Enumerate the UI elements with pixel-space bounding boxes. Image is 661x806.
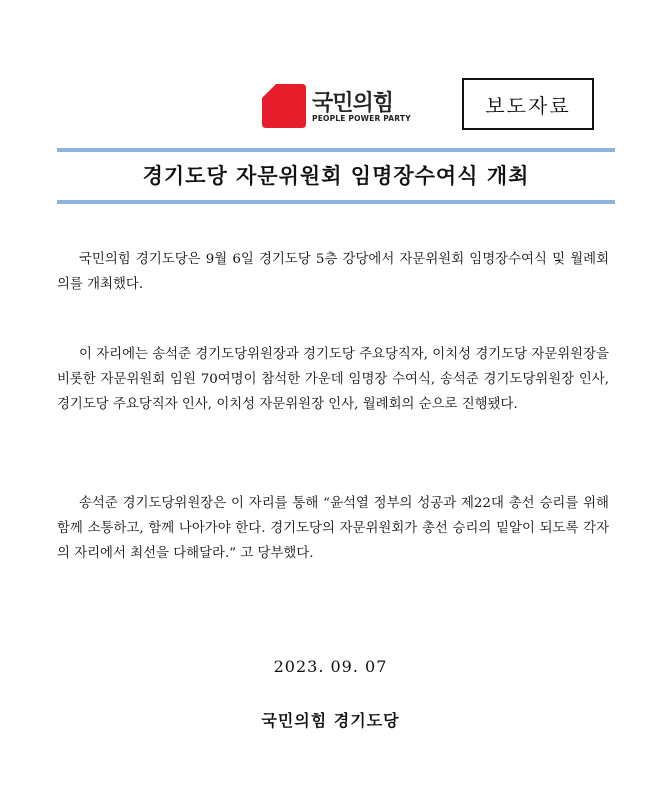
title-rule-bottom: [57, 200, 615, 204]
body-paragraph: 이 자리에는 송석준 경기도당위원장과 경기도당 주요당직자, 이치성 경기도당 자문위원장을 비롯한 자문위원회 임원 70여명이 참석한 가운데 임명장 수여식, 송석준 경기도당위원장 인사, 경기도당 주요당직자 인사, 이치성 자문위원장 인사, 월례회의 순으로 진행됐다.: [57, 347, 609, 412]
body-paragraph: 국민의힘 경기도당은 9월 6일 경기도당 5층 강당에서 자문위원회 임명장수여식 및 월례회의를 개최했다.: [57, 252, 609, 292]
body-paragraph: 송석준 경기도당위원장은 이 자리를 통해 “윤석열 정부의 성공과 제22대 총선 승리를 위해 함께 소통하고, 함께 나아가야 한다. 경기도당의 자문위원회가 총선 승리의 밑알이 되도록 각자의 자리에서 최선을 다해달라.” 고 당부했다.: [57, 496, 609, 561]
document-title: 경기도당 자문위원회 임명장수여식 개최: [142, 163, 530, 188]
party-logo-icon: [262, 84, 306, 128]
logo-name: 국민의힘: [312, 91, 394, 116]
title-band: [57, 148, 615, 204]
release-date: 2023. 09. 07: [273, 657, 388, 676]
logo-subtitle: PEOPLE POWER PARTY: [312, 114, 411, 123]
party-logo: [262, 84, 412, 130]
signature: 국민의힘 경기도당: [261, 711, 400, 730]
title-rule-top: [57, 148, 615, 152]
press-release-label: 보도자료: [462, 78, 594, 130]
